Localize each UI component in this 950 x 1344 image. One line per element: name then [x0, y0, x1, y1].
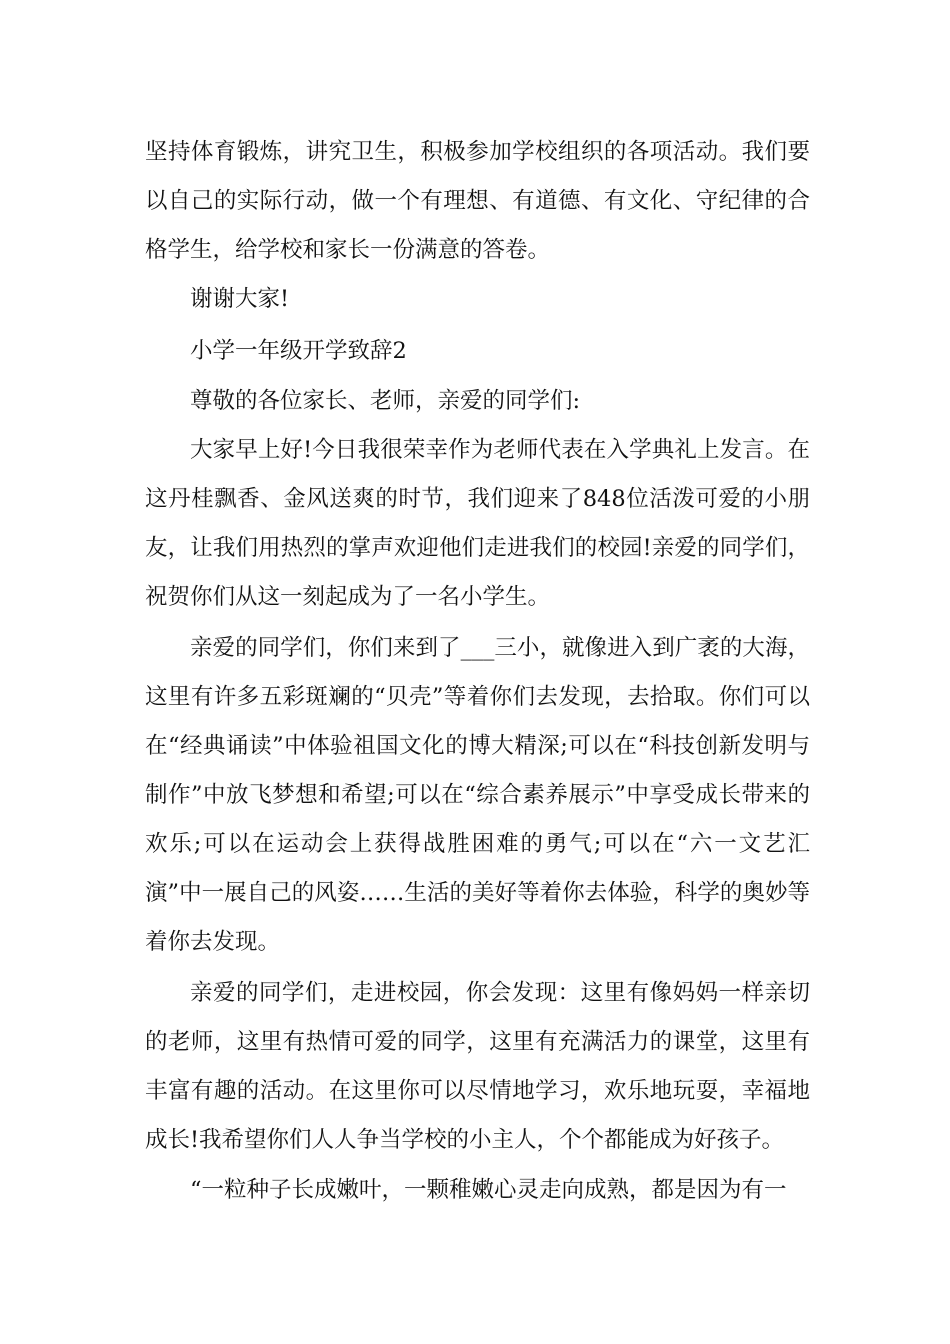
paragraph-salutation: 尊敬的各位家长、老师，亲爱的同学们: [190, 388, 581, 414]
paragraph-seed: “一粒种子长成嫩叶，一颗稚嫩心灵走向成熟，都是因为有一 [190, 1177, 787, 1203]
paragraph-campus: 亲爱的同学们，走进校园，你会发现：这里有像妈妈一样亲切的老师，这里有热情可爱的同学，这里有充满活力的课堂，这里有丰富有趣的活动。在这里你可以尽情地学习，欢乐地玩耍，幸福地成长!我希望你们人人争当学校的小主人，个个都能成为好孩子。 [145, 980, 810, 1153]
paragraph-continuation: 坚持体育锻炼，讲究卫生，积极参加学校组织的各项活动。我们要以自己的实际行动，做一个有理想、有道德、有文化、守纪律的合格学生，给学校和家长一份满意的答卷。 [145, 139, 810, 263]
paragraph-thanks: 谢谢大家! [190, 286, 290, 312]
paragraph-greeting: 大家早上好!今日我很荣幸作为老师代表在入学典礼上发言。在这丹桂飘香、金风送爽的时节，我们迎来了848位活泼可爱的小朋友，让我们用热烈的掌声欢迎他们走进我们的校园!亲爱的同学们，祝贺你们从这一刻起成为了一名小学生。 [145, 437, 810, 610]
section-title: 小学一年级开学致辞2 [190, 338, 407, 364]
paragraph-shells: 亲爱的同学们，你们来到了___三小，就像进入到广袤的大海，这里有许多五彩斑斓的“贝壳”等着你们去发现，去拾取。你们可以在“经典诵读”中体验祖国文化的博大精深;可以在“科技创新发明与制作”中放飞梦想和希望;可以在“综合素养展示”中享受成长带来的欢乐;可以在运动会上获得战胜困难的勇气;可以在“六一文艺汇演”中一展自己的风姿……生活的美好等着你去体验，科学的奥妙等着你去发现。 [145, 635, 810, 955]
